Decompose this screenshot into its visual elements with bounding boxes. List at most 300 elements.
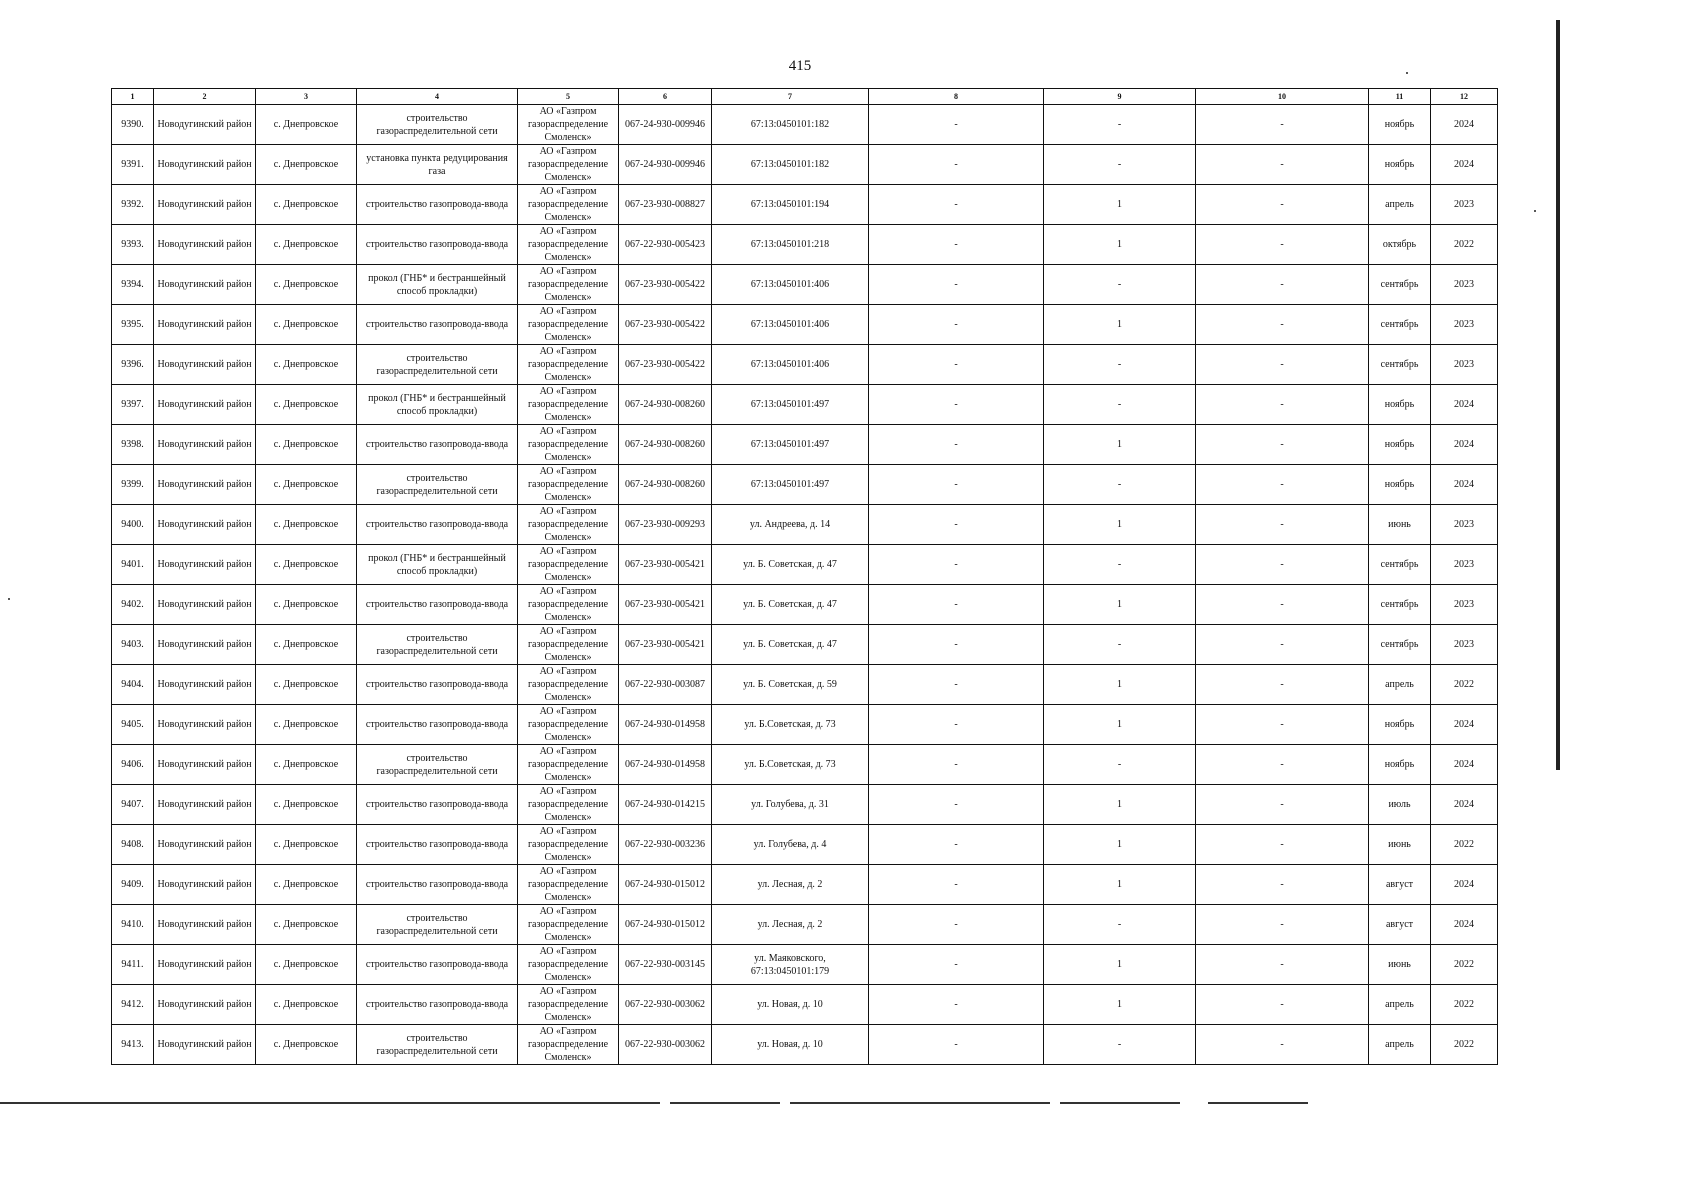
cell-application-number: 067-22-930-003087 bbox=[619, 665, 712, 705]
cell-organization: АО «Газпром газораспределение Смоленск» bbox=[518, 625, 619, 665]
table-row bbox=[112, 785, 1498, 825]
cell-row-number: 9403. bbox=[112, 625, 154, 665]
cell-work-type: установка пункта редуцирования газа bbox=[357, 145, 518, 185]
cell-year: 2022 bbox=[1431, 945, 1498, 985]
cell-work-type: строительство газопровода-ввода bbox=[357, 865, 518, 905]
cell-district: Новодугинский район bbox=[154, 425, 256, 465]
bottom-rule bbox=[790, 1102, 1050, 1104]
cell-district: Новодугинский район bbox=[154, 705, 256, 745]
cell-organization: АО «Газпром газораспределение Смоленск» bbox=[518, 185, 619, 225]
cell-work-type: строительство газопровода-ввода bbox=[357, 505, 518, 545]
cell-work-type: прокол (ГНБ* и бестраншейный способ прокладки) bbox=[357, 385, 518, 425]
cell-district: Новодугинский район bbox=[154, 145, 256, 185]
cell-month: апрель bbox=[1369, 665, 1431, 705]
cell-row-number: 9406. bbox=[112, 745, 154, 785]
cell-col-10: - bbox=[1196, 545, 1369, 585]
cell-settlement: с. Днепровское bbox=[256, 225, 357, 265]
col-header: 4 bbox=[357, 89, 518, 105]
cell-col-9: - bbox=[1044, 905, 1196, 945]
cell-row-number: 9402. bbox=[112, 585, 154, 625]
cell-year: 2023 bbox=[1431, 585, 1498, 625]
cell-col-8: - bbox=[869, 945, 1044, 985]
cell-organization: АО «Газпром газораспределение Смоленск» bbox=[518, 545, 619, 585]
cell-col-10: - bbox=[1196, 625, 1369, 665]
cell-year: 2023 bbox=[1431, 305, 1498, 345]
cell-work-type: строительство газопровода-ввода bbox=[357, 705, 518, 745]
cell-col-9: 1 bbox=[1044, 185, 1196, 225]
cell-settlement: с. Днепровское bbox=[256, 505, 357, 545]
col-header: 8 bbox=[869, 89, 1044, 105]
cell-row-number: 9397. bbox=[112, 385, 154, 425]
cell-row-number: 9410. bbox=[112, 905, 154, 945]
cell-col-9: 1 bbox=[1044, 865, 1196, 905]
scan-mark bbox=[1406, 72, 1408, 74]
cell-col-10: - bbox=[1196, 265, 1369, 305]
cell-month: сентябрь bbox=[1369, 345, 1431, 385]
table-row bbox=[112, 985, 1498, 1025]
cell-organization: АО «Газпром газораспределение Смоленск» bbox=[518, 305, 619, 345]
cell-col-9: 1 bbox=[1044, 225, 1196, 265]
cell-organization: АО «Газпром газораспределение Смоленск» bbox=[518, 145, 619, 185]
cell-organization: АО «Газпром газораспределение Смоленск» bbox=[518, 345, 619, 385]
cell-year: 2024 bbox=[1431, 905, 1498, 945]
page-number: 415 bbox=[788, 58, 812, 74]
cell-col-9: - bbox=[1044, 545, 1196, 585]
cell-settlement: с. Днепровское bbox=[256, 865, 357, 905]
cell-address-cadastral: 67:13:0450101:497 bbox=[712, 465, 869, 505]
cell-year: 2024 bbox=[1431, 865, 1498, 905]
cell-row-number: 9404. bbox=[112, 665, 154, 705]
cell-col-8: - bbox=[869, 185, 1044, 225]
bottom-rule bbox=[1208, 1102, 1308, 1104]
cell-work-type: строительство газопровода-ввода bbox=[357, 305, 518, 345]
cell-row-number: 9413. bbox=[112, 1025, 154, 1065]
cell-month: ноябрь bbox=[1369, 145, 1431, 185]
scan-edge bbox=[1556, 20, 1560, 770]
cell-application-number: 067-23-930-005421 bbox=[619, 625, 712, 665]
cell-col-9: - bbox=[1044, 385, 1196, 425]
cell-settlement: с. Днепровское bbox=[256, 705, 357, 745]
cell-organization: АО «Газпром газораспределение Смоленск» bbox=[518, 425, 619, 465]
cell-application-number: 067-22-930-003062 bbox=[619, 985, 712, 1025]
cell-address-cadastral: 67:13:0450101:218 bbox=[712, 225, 869, 265]
cell-organization: АО «Газпром газораспределение Смоленск» bbox=[518, 665, 619, 705]
cell-col-8: - bbox=[869, 1025, 1044, 1065]
cell-settlement: с. Днепровское bbox=[256, 105, 357, 145]
cell-district: Новодугинский район bbox=[154, 465, 256, 505]
table-row bbox=[112, 225, 1498, 265]
cell-row-number: 9396. bbox=[112, 345, 154, 385]
cell-year: 2024 bbox=[1431, 785, 1498, 825]
cell-col-10: - bbox=[1196, 825, 1369, 865]
cell-organization: АО «Газпром газораспределение Смоленск» bbox=[518, 745, 619, 785]
cell-row-number: 9393. bbox=[112, 225, 154, 265]
table-row bbox=[112, 345, 1498, 385]
cell-row-number: 9401. bbox=[112, 545, 154, 585]
cell-organization: АО «Газпром газораспределение Смоленск» bbox=[518, 265, 619, 305]
cell-month: апрель bbox=[1369, 185, 1431, 225]
cell-work-type: строительство газораспределительной сети bbox=[357, 105, 518, 145]
cell-col-9: 1 bbox=[1044, 705, 1196, 745]
cell-year: 2022 bbox=[1431, 225, 1498, 265]
cell-settlement: с. Днепровское bbox=[256, 945, 357, 985]
cell-col-9: 1 bbox=[1044, 585, 1196, 625]
table-row bbox=[112, 665, 1498, 705]
cell-work-type: прокол (ГНБ* и бестраншейный способ прокладки) bbox=[357, 545, 518, 585]
table-row bbox=[112, 865, 1498, 905]
cell-col-10: - bbox=[1196, 705, 1369, 745]
cell-application-number: 067-23-930-005421 bbox=[619, 585, 712, 625]
cell-work-type: строительство газораспределительной сети bbox=[357, 465, 518, 505]
cell-year: 2023 bbox=[1431, 505, 1498, 545]
cell-address-cadastral: 67:13:0450101:194 bbox=[712, 185, 869, 225]
cell-col-9: - bbox=[1044, 465, 1196, 505]
cell-district: Новодугинский район bbox=[154, 825, 256, 865]
cell-col-10: - bbox=[1196, 585, 1369, 625]
cell-month: ноябрь bbox=[1369, 705, 1431, 745]
cell-year: 2022 bbox=[1431, 1025, 1498, 1065]
table-row bbox=[112, 905, 1498, 945]
cell-month: ноябрь bbox=[1369, 385, 1431, 425]
col-header: 9 bbox=[1044, 89, 1196, 105]
table-row bbox=[112, 145, 1498, 185]
cell-col-8: - bbox=[869, 745, 1044, 785]
cell-row-number: 9399. bbox=[112, 465, 154, 505]
cell-col-10: - bbox=[1196, 865, 1369, 905]
cell-col-9: - bbox=[1044, 625, 1196, 665]
table-row bbox=[112, 825, 1498, 865]
bottom-rule bbox=[0, 1102, 660, 1104]
table-row bbox=[112, 185, 1498, 225]
table-row bbox=[112, 305, 1498, 345]
cell-month: октябрь bbox=[1369, 225, 1431, 265]
cell-settlement: с. Днепровское bbox=[256, 185, 357, 225]
cell-col-10: - bbox=[1196, 185, 1369, 225]
cell-month: сентябрь bbox=[1369, 305, 1431, 345]
cell-col-8: - bbox=[869, 345, 1044, 385]
cell-col-8: - bbox=[869, 425, 1044, 465]
cell-col-10: - bbox=[1196, 785, 1369, 825]
cell-address-cadastral: ул. Новая, д. 10 bbox=[712, 1025, 869, 1065]
cell-month: июль bbox=[1369, 785, 1431, 825]
cell-district: Новодугинский район bbox=[154, 265, 256, 305]
cell-col-10: - bbox=[1196, 305, 1369, 345]
cell-settlement: с. Днепровское bbox=[256, 305, 357, 345]
cell-year: 2024 bbox=[1431, 705, 1498, 745]
cell-organization: АО «Газпром газораспределение Смоленск» bbox=[518, 905, 619, 945]
cell-application-number: 067-24-930-014215 bbox=[619, 785, 712, 825]
cell-district: Новодугинский район bbox=[154, 625, 256, 665]
cell-application-number: 067-24-930-014958 bbox=[619, 745, 712, 785]
cell-year: 2022 bbox=[1431, 985, 1498, 1025]
cell-col-8: - bbox=[869, 825, 1044, 865]
scan-mark bbox=[1534, 210, 1536, 212]
cell-work-type: строительство газопровода-ввода bbox=[357, 665, 518, 705]
cell-district: Новодугинский район bbox=[154, 1025, 256, 1065]
cell-col-8: - bbox=[869, 465, 1044, 505]
table-row bbox=[112, 585, 1498, 625]
cell-work-type: строительство газопровода-ввода bbox=[357, 785, 518, 825]
cell-work-type: строительство газораспределительной сети bbox=[357, 905, 518, 945]
cell-col-8: - bbox=[869, 705, 1044, 745]
cell-application-number: 067-23-930-009293 bbox=[619, 505, 712, 545]
cell-address-cadastral: 67:13:0450101:497 bbox=[712, 385, 869, 425]
cell-row-number: 9391. bbox=[112, 145, 154, 185]
cell-col-9: 1 bbox=[1044, 305, 1196, 345]
cell-month: ноябрь bbox=[1369, 745, 1431, 785]
cell-address-cadastral: 67:13:0450101:406 bbox=[712, 345, 869, 385]
cell-district: Новодугинский район bbox=[154, 505, 256, 545]
cell-address-cadastral: ул. Лесная, д. 2 bbox=[712, 905, 869, 945]
cell-col-8: - bbox=[869, 625, 1044, 665]
header-row bbox=[112, 89, 1498, 105]
cell-address-cadastral: ул. Андреева, д. 14 bbox=[712, 505, 869, 545]
cell-organization: АО «Газпром газораспределение Смоленск» bbox=[518, 585, 619, 625]
cell-month: июнь bbox=[1369, 825, 1431, 865]
cell-year: 2024 bbox=[1431, 465, 1498, 505]
cell-year: 2024 bbox=[1431, 745, 1498, 785]
col-header: 5 bbox=[518, 89, 619, 105]
cell-col-9: - bbox=[1044, 105, 1196, 145]
cell-district: Новодугинский район bbox=[154, 345, 256, 385]
cell-settlement: с. Днепровское bbox=[256, 985, 357, 1025]
cell-settlement: с. Днепровское bbox=[256, 345, 357, 385]
cell-application-number: 067-24-930-015012 bbox=[619, 905, 712, 945]
bottom-rule bbox=[1060, 1102, 1180, 1104]
cell-col-8: - bbox=[869, 105, 1044, 145]
cell-application-number: 067-24-930-009946 bbox=[619, 145, 712, 185]
cell-month: сентябрь bbox=[1369, 265, 1431, 305]
cell-month: сентябрь bbox=[1369, 625, 1431, 665]
cell-row-number: 9395. bbox=[112, 305, 154, 345]
cell-application-number: 067-23-930-005422 bbox=[619, 345, 712, 385]
cell-row-number: 9411. bbox=[112, 945, 154, 985]
cell-col-8: - bbox=[869, 985, 1044, 1025]
cell-row-number: 9398. bbox=[112, 425, 154, 465]
table-row bbox=[112, 425, 1498, 465]
cell-col-9: - bbox=[1044, 745, 1196, 785]
cell-settlement: с. Днепровское bbox=[256, 1025, 357, 1065]
cell-settlement: с. Днепровское bbox=[256, 745, 357, 785]
cell-month: ноябрь bbox=[1369, 465, 1431, 505]
cell-address-cadastral: ул. Голубева, д. 31 bbox=[712, 785, 869, 825]
cell-district: Новодугинский район bbox=[154, 385, 256, 425]
table-row bbox=[112, 545, 1498, 585]
cell-address-cadastral: ул. Б. Советская, д. 47 bbox=[712, 625, 869, 665]
cell-district: Новодугинский район bbox=[154, 545, 256, 585]
table-body bbox=[112, 105, 1498, 1065]
cell-row-number: 9400. bbox=[112, 505, 154, 545]
cell-organization: АО «Газпром газораспределение Смоленск» bbox=[518, 865, 619, 905]
cell-work-type: строительство газопровода-ввода bbox=[357, 585, 518, 625]
cell-organization: АО «Газпром газораспределение Смоленск» bbox=[518, 785, 619, 825]
cell-work-type: прокол (ГНБ* и бестраншейный способ прокладки) bbox=[357, 265, 518, 305]
col-header: 1 bbox=[112, 89, 154, 105]
cell-col-10: - bbox=[1196, 425, 1369, 465]
cell-col-8: - bbox=[869, 505, 1044, 545]
cell-work-type: строительство газопровода-ввода bbox=[357, 185, 518, 225]
cell-col-8: - bbox=[869, 865, 1044, 905]
cell-col-8: - bbox=[869, 785, 1044, 825]
cell-work-type: строительство газораспределительной сети bbox=[357, 745, 518, 785]
cell-organization: АО «Газпром газораспределение Смоленск» bbox=[518, 105, 619, 145]
cell-district: Новодугинский район bbox=[154, 185, 256, 225]
cell-year: 2023 bbox=[1431, 625, 1498, 665]
cell-application-number: 067-24-930-009946 bbox=[619, 105, 712, 145]
table-row bbox=[112, 465, 1498, 505]
cell-district: Новодугинский район bbox=[154, 585, 256, 625]
cell-row-number: 9405. bbox=[112, 705, 154, 745]
cell-row-number: 9392. bbox=[112, 185, 154, 225]
cell-month: апрель bbox=[1369, 1025, 1431, 1065]
cell-work-type: строительство газопровода-ввода bbox=[357, 225, 518, 265]
cell-district: Новодугинский район bbox=[154, 105, 256, 145]
cell-year: 2024 bbox=[1431, 105, 1498, 145]
table-row bbox=[112, 705, 1498, 745]
cell-year: 2024 bbox=[1431, 385, 1498, 425]
cell-settlement: с. Днепровское bbox=[256, 425, 357, 465]
cell-col-10: - bbox=[1196, 905, 1369, 945]
cell-district: Новодугинский район bbox=[154, 945, 256, 985]
cell-row-number: 9409. bbox=[112, 865, 154, 905]
cell-settlement: с. Днепровское bbox=[256, 625, 357, 665]
cell-address-cadastral: ул. Маяковского, 67:13:0450101:179 bbox=[712, 945, 869, 985]
cell-col-8: - bbox=[869, 385, 1044, 425]
cell-work-type: строительство газопровода-ввода bbox=[357, 945, 518, 985]
table-row bbox=[112, 385, 1498, 425]
cell-work-type: строительство газораспределительной сети bbox=[357, 1025, 518, 1065]
cell-address-cadastral: 67:13:0450101:406 bbox=[712, 305, 869, 345]
col-header: 10 bbox=[1196, 89, 1369, 105]
cell-organization: АО «Газпром газораспределение Смоленск» bbox=[518, 945, 619, 985]
cell-col-9: 1 bbox=[1044, 505, 1196, 545]
cell-year: 2022 bbox=[1431, 665, 1498, 705]
cell-settlement: с. Днепровское bbox=[256, 265, 357, 305]
cell-row-number: 9412. bbox=[112, 985, 154, 1025]
cell-col-9: 1 bbox=[1044, 785, 1196, 825]
cell-district: Новодугинский район bbox=[154, 785, 256, 825]
cell-col-8: - bbox=[869, 545, 1044, 585]
cell-address-cadastral: ул. Б. Советская, д. 47 bbox=[712, 585, 869, 625]
cell-month: август bbox=[1369, 865, 1431, 905]
scan-mark bbox=[8, 598, 10, 600]
cell-year: 2023 bbox=[1431, 545, 1498, 585]
cell-settlement: с. Днепровское bbox=[256, 585, 357, 625]
cell-col-10: - bbox=[1196, 225, 1369, 265]
cell-settlement: с. Днепровское bbox=[256, 465, 357, 505]
cell-district: Новодугинский район bbox=[154, 745, 256, 785]
cell-month: сентябрь bbox=[1369, 545, 1431, 585]
cell-district: Новодугинский район bbox=[154, 905, 256, 945]
cell-col-10: - bbox=[1196, 1025, 1369, 1065]
cell-month: август bbox=[1369, 905, 1431, 945]
table-row bbox=[112, 625, 1498, 665]
cell-col-10: - bbox=[1196, 745, 1369, 785]
cell-settlement: с. Днепровское bbox=[256, 905, 357, 945]
cell-col-10: - bbox=[1196, 465, 1369, 505]
cell-col-9: 1 bbox=[1044, 665, 1196, 705]
cell-col-10: - bbox=[1196, 505, 1369, 545]
cell-col-9: - bbox=[1044, 265, 1196, 305]
cell-col-8: - bbox=[869, 585, 1044, 625]
cell-settlement: с. Днепровское bbox=[256, 545, 357, 585]
cell-row-number: 9390. bbox=[112, 105, 154, 145]
cell-application-number: 067-24-930-008260 bbox=[619, 465, 712, 505]
cell-year: 2023 bbox=[1431, 265, 1498, 305]
cell-col-9: 1 bbox=[1044, 985, 1196, 1025]
cell-settlement: с. Днепровское bbox=[256, 665, 357, 705]
cell-col-10: - bbox=[1196, 345, 1369, 385]
table-row bbox=[112, 745, 1498, 785]
cell-address-cadastral: 67:13:0450101:182 bbox=[712, 105, 869, 145]
cell-month: июнь bbox=[1369, 945, 1431, 985]
cell-application-number: 067-23-930-008827 bbox=[619, 185, 712, 225]
cell-settlement: с. Днепровское bbox=[256, 825, 357, 865]
cell-col-10: - bbox=[1196, 945, 1369, 985]
cell-address-cadastral: ул. Б. Советская, д. 47 bbox=[712, 545, 869, 585]
cell-month: ноябрь bbox=[1369, 105, 1431, 145]
cell-col-10: - bbox=[1196, 985, 1369, 1025]
cell-address-cadastral: ул. Б. Советская, д. 59 bbox=[712, 665, 869, 705]
cell-col-8: - bbox=[869, 145, 1044, 185]
cell-organization: АО «Газпром газораспределение Смоленск» bbox=[518, 825, 619, 865]
cell-month: ноябрь bbox=[1369, 425, 1431, 465]
cell-year: 2024 bbox=[1431, 425, 1498, 465]
cell-application-number: 067-22-930-005423 bbox=[619, 225, 712, 265]
cell-row-number: 9407. bbox=[112, 785, 154, 825]
cell-address-cadastral: 67:13:0450101:406 bbox=[712, 265, 869, 305]
table-row bbox=[112, 945, 1498, 985]
cell-address-cadastral: ул. Новая, д. 10 bbox=[712, 985, 869, 1025]
cell-organization: АО «Газпром газораспределение Смоленск» bbox=[518, 1025, 619, 1065]
cell-organization: АО «Газпром газораспределение Смоленск» bbox=[518, 505, 619, 545]
table-row bbox=[112, 1025, 1498, 1065]
cell-application-number: 067-24-930-015012 bbox=[619, 865, 712, 905]
cell-settlement: с. Днепровское bbox=[256, 145, 357, 185]
cell-organization: АО «Газпром газораспределение Смоленск» bbox=[518, 225, 619, 265]
cell-work-type: строительство газораспределительной сети bbox=[357, 625, 518, 665]
cell-col-10: - bbox=[1196, 665, 1369, 705]
cell-col-9: - bbox=[1044, 1025, 1196, 1065]
cell-col-8: - bbox=[869, 905, 1044, 945]
cell-application-number: 067-22-930-003062 bbox=[619, 1025, 712, 1065]
table-row bbox=[112, 505, 1498, 545]
cell-address-cadastral: 67:13:0450101:182 bbox=[712, 145, 869, 185]
cell-settlement: с. Днепровское bbox=[256, 385, 357, 425]
cell-organization: АО «Газпром газораспределение Смоленск» bbox=[518, 705, 619, 745]
col-header: 11 bbox=[1369, 89, 1431, 105]
cell-application-number: 067-23-930-005421 bbox=[619, 545, 712, 585]
cell-address-cadastral: ул. Б.Советская, д. 73 bbox=[712, 705, 869, 745]
cell-address-cadastral: ул. Лесная, д. 2 bbox=[712, 865, 869, 905]
cell-col-8: - bbox=[869, 265, 1044, 305]
cell-work-type: строительство газопровода-ввода bbox=[357, 985, 518, 1025]
cell-row-number: 9408. bbox=[112, 825, 154, 865]
table-row bbox=[112, 265, 1498, 305]
col-header: 7 bbox=[712, 89, 869, 105]
cell-col-9: 1 bbox=[1044, 425, 1196, 465]
cell-application-number: 067-24-930-014958 bbox=[619, 705, 712, 745]
cell-district: Новодугинский район bbox=[154, 305, 256, 345]
cell-year: 2022 bbox=[1431, 825, 1498, 865]
cell-application-number: 067-23-930-005422 bbox=[619, 305, 712, 345]
cell-col-8: - bbox=[869, 225, 1044, 265]
cell-district: Новодугинский район bbox=[154, 225, 256, 265]
cell-col-9: 1 bbox=[1044, 945, 1196, 985]
cell-month: апрель bbox=[1369, 985, 1431, 1025]
cell-district: Новодугинский район bbox=[154, 665, 256, 705]
cell-address-cadastral: 67:13:0450101:497 bbox=[712, 425, 869, 465]
